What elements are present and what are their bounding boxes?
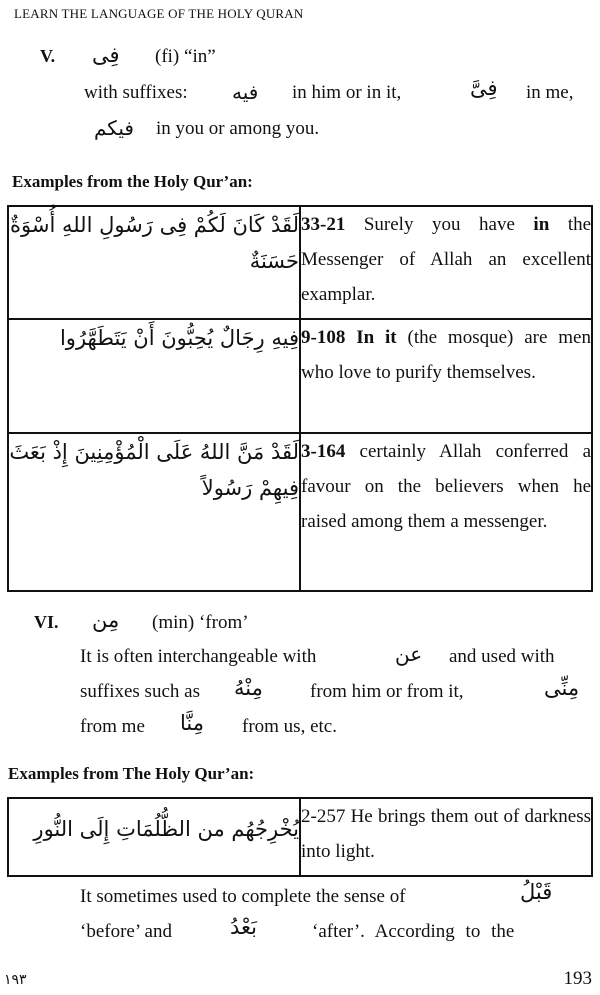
section-vi-line1-tail: and used with xyxy=(449,646,555,667)
translation-text: Surely you have xyxy=(363,214,515,235)
suffix-minhu-arabic: مِنْهُ xyxy=(234,676,263,700)
verse-reference: 2-257 xyxy=(301,806,346,827)
example-row xyxy=(8,206,592,319)
suffix-fihi-meaning: in him or in it, xyxy=(292,82,402,103)
example-arabic-verse: فِيهِ رِجَالٌ يُحِبُّونَ أَنْ يَتَطَهَّرُوا xyxy=(8,319,300,433)
examples-heading-vi: Examples from The Holy Qur’an: xyxy=(8,764,255,783)
examples-table-vi xyxy=(7,797,593,877)
closing-line2-before: ‘before’ and xyxy=(80,921,172,942)
section-vi-line3-text: from me xyxy=(80,716,145,737)
section-vi-line1-text: It is often interchangeable with xyxy=(80,646,317,667)
section-vi-numeral: VI. xyxy=(34,612,59,632)
example-translation xyxy=(300,319,592,433)
closing-line2-after: ‘after’. According to the xyxy=(312,921,515,942)
section-vi-line3-tail: from us, etc. xyxy=(242,716,337,737)
example-translation xyxy=(300,433,592,591)
page-number: 193 xyxy=(563,968,592,989)
verse-reference: 33-21 xyxy=(301,214,346,235)
suffix-minni-arabic: مِنِّى xyxy=(544,676,580,700)
suffix-fiyya-arabic: فِىَّ xyxy=(470,76,498,100)
suffix-fikum-meaning: in you or among you. xyxy=(156,118,320,139)
section-vi-line2-text: suffixes such as xyxy=(80,681,200,702)
section-v-transliteration: (fi) “in” xyxy=(155,46,216,67)
word-an-arabic: عن xyxy=(395,642,423,666)
section-v-numeral: V. xyxy=(40,46,56,66)
word-qabl-arabic: قَبْلُ xyxy=(520,880,553,904)
page-number-arabic: ١٩٣ xyxy=(4,972,27,988)
translation-text: (the mosque) are men who love to purify themselves. xyxy=(301,327,591,383)
verse-reference: 9-108 xyxy=(301,327,346,348)
section-vi-line2-mid: from him or from it, xyxy=(310,681,464,702)
running-header: LEARN THE LANGUAGE OF THE HOLY QURAN xyxy=(14,6,304,21)
highlighted-word: In it xyxy=(356,327,397,348)
verse-reference: 3-164 xyxy=(301,441,346,462)
word-bad-arabic: بَعْدُ xyxy=(230,915,257,939)
example-row xyxy=(8,433,592,591)
section-vi-transliteration: (min) ‘from’ xyxy=(152,612,249,633)
suffix-fihi-arabic: فيه xyxy=(232,80,259,104)
translation-text: He brings them out of darkness into light. xyxy=(301,806,592,862)
example-translation xyxy=(300,798,592,876)
suffix-fiyya-meaning: in me, xyxy=(526,82,574,103)
examples-heading-v: Examples from the Holy Qur’an: xyxy=(12,172,253,191)
closing-line1-text: It sometimes used to complete the sense of xyxy=(80,886,406,907)
example-arabic-verse: لَقَدْ كَانَ لَكُمْ فِى رَسُولِ اللهِ أُسْوَةٌ حَسَنَةٌ xyxy=(8,206,300,319)
examples-table-v xyxy=(7,205,593,592)
translation-text: the Messenger of Allah an excellent examplar. xyxy=(301,214,592,305)
example-arabic-verse: لَقَدْ مَنَّ اللهُ عَلَى الْمُؤْمِنِينَ إِذْ بَعَثَ فِيهِمْ رَسُولاً xyxy=(8,433,300,591)
section-v-arabic-word: فِى xyxy=(92,43,120,67)
highlighted-word: in xyxy=(533,214,550,235)
suffix-fikum-arabic: فيكم xyxy=(94,116,134,140)
suffix-minna-arabic: مِنَّا xyxy=(180,711,204,735)
example-row xyxy=(8,319,592,433)
section-v-suffixes-label: with suffixes: xyxy=(84,82,188,103)
section-vi-arabic-word: مِن xyxy=(92,608,120,632)
example-row xyxy=(8,798,592,876)
translation-text: certainly Allah conferred a favour on the believers when he raised among them a messenger. xyxy=(301,441,592,532)
example-translation xyxy=(300,206,592,319)
example-arabic-verse: يُخْرِجُهُم من الظُّلُمَاتِ إِلَى النُّورِ xyxy=(8,798,300,876)
